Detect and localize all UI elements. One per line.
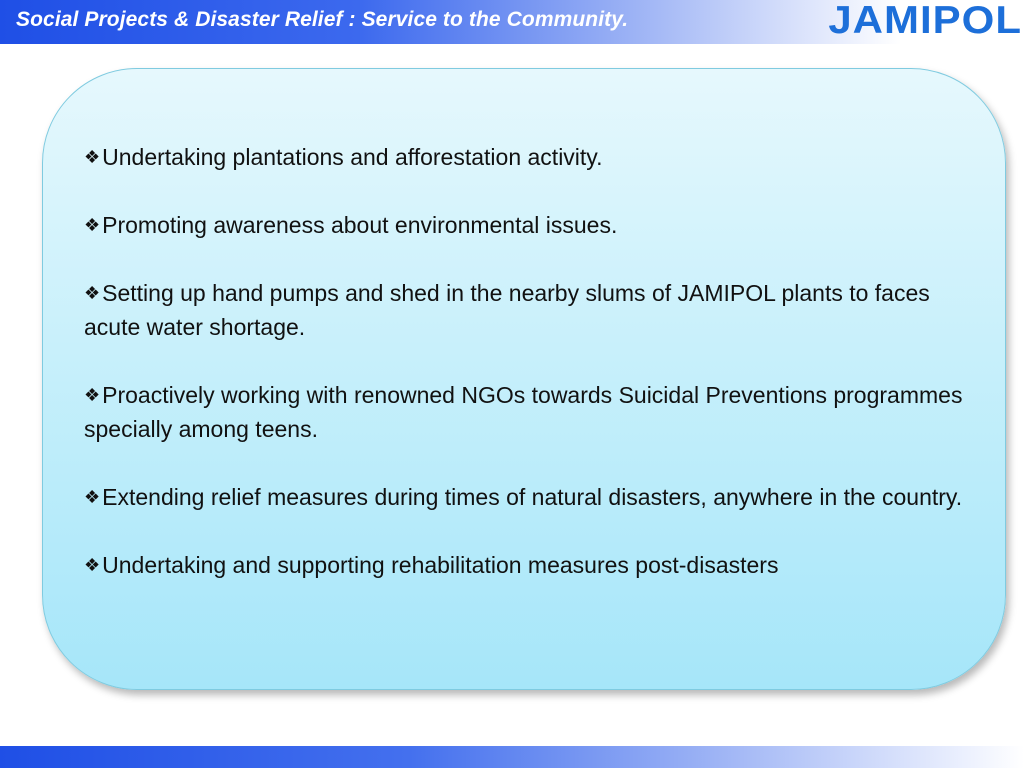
bullet-text: Undertaking and supporting rehabilitation measures post-disasters xyxy=(102,552,779,578)
bullet-item xyxy=(84,140,964,174)
bullet-text: Promoting awareness about environmental issues. xyxy=(102,212,618,238)
diamond-bullet-icon: ❖ xyxy=(84,283,101,303)
bullet-item xyxy=(84,208,964,242)
bullet-item xyxy=(84,548,964,582)
footer-bar xyxy=(0,746,1024,768)
bullet-text: Undertaking plantations and afforestation activity. xyxy=(102,144,603,170)
company-logo: JAMIPOL xyxy=(828,0,1022,42)
bullet-text: Proactively working with renowned NGOs towards Suicidal Preventions programmes specially among teens. xyxy=(84,382,963,442)
diamond-bullet-icon: ❖ xyxy=(84,147,101,167)
diamond-bullet-icon: ❖ xyxy=(84,487,101,507)
bullet-list xyxy=(84,140,964,616)
diamond-bullet-icon: ❖ xyxy=(84,215,101,235)
slide-title: Social Projects & Disaster Relief : Service to the Community. xyxy=(16,8,629,31)
bullet-text: Setting up hand pumps and shed in the nearby slums of JAMIPOL plants to faces acute water shortage. xyxy=(84,280,930,340)
bullet-item xyxy=(84,480,964,514)
bullet-item xyxy=(84,276,964,344)
bullet-text: Extending relief measures during times of natural disasters, anywhere in the country. xyxy=(102,484,963,510)
bullet-item xyxy=(84,378,964,446)
header-bar xyxy=(0,0,1024,44)
diamond-bullet-icon: ❖ xyxy=(84,555,101,575)
diamond-bullet-icon: ❖ xyxy=(84,385,101,405)
